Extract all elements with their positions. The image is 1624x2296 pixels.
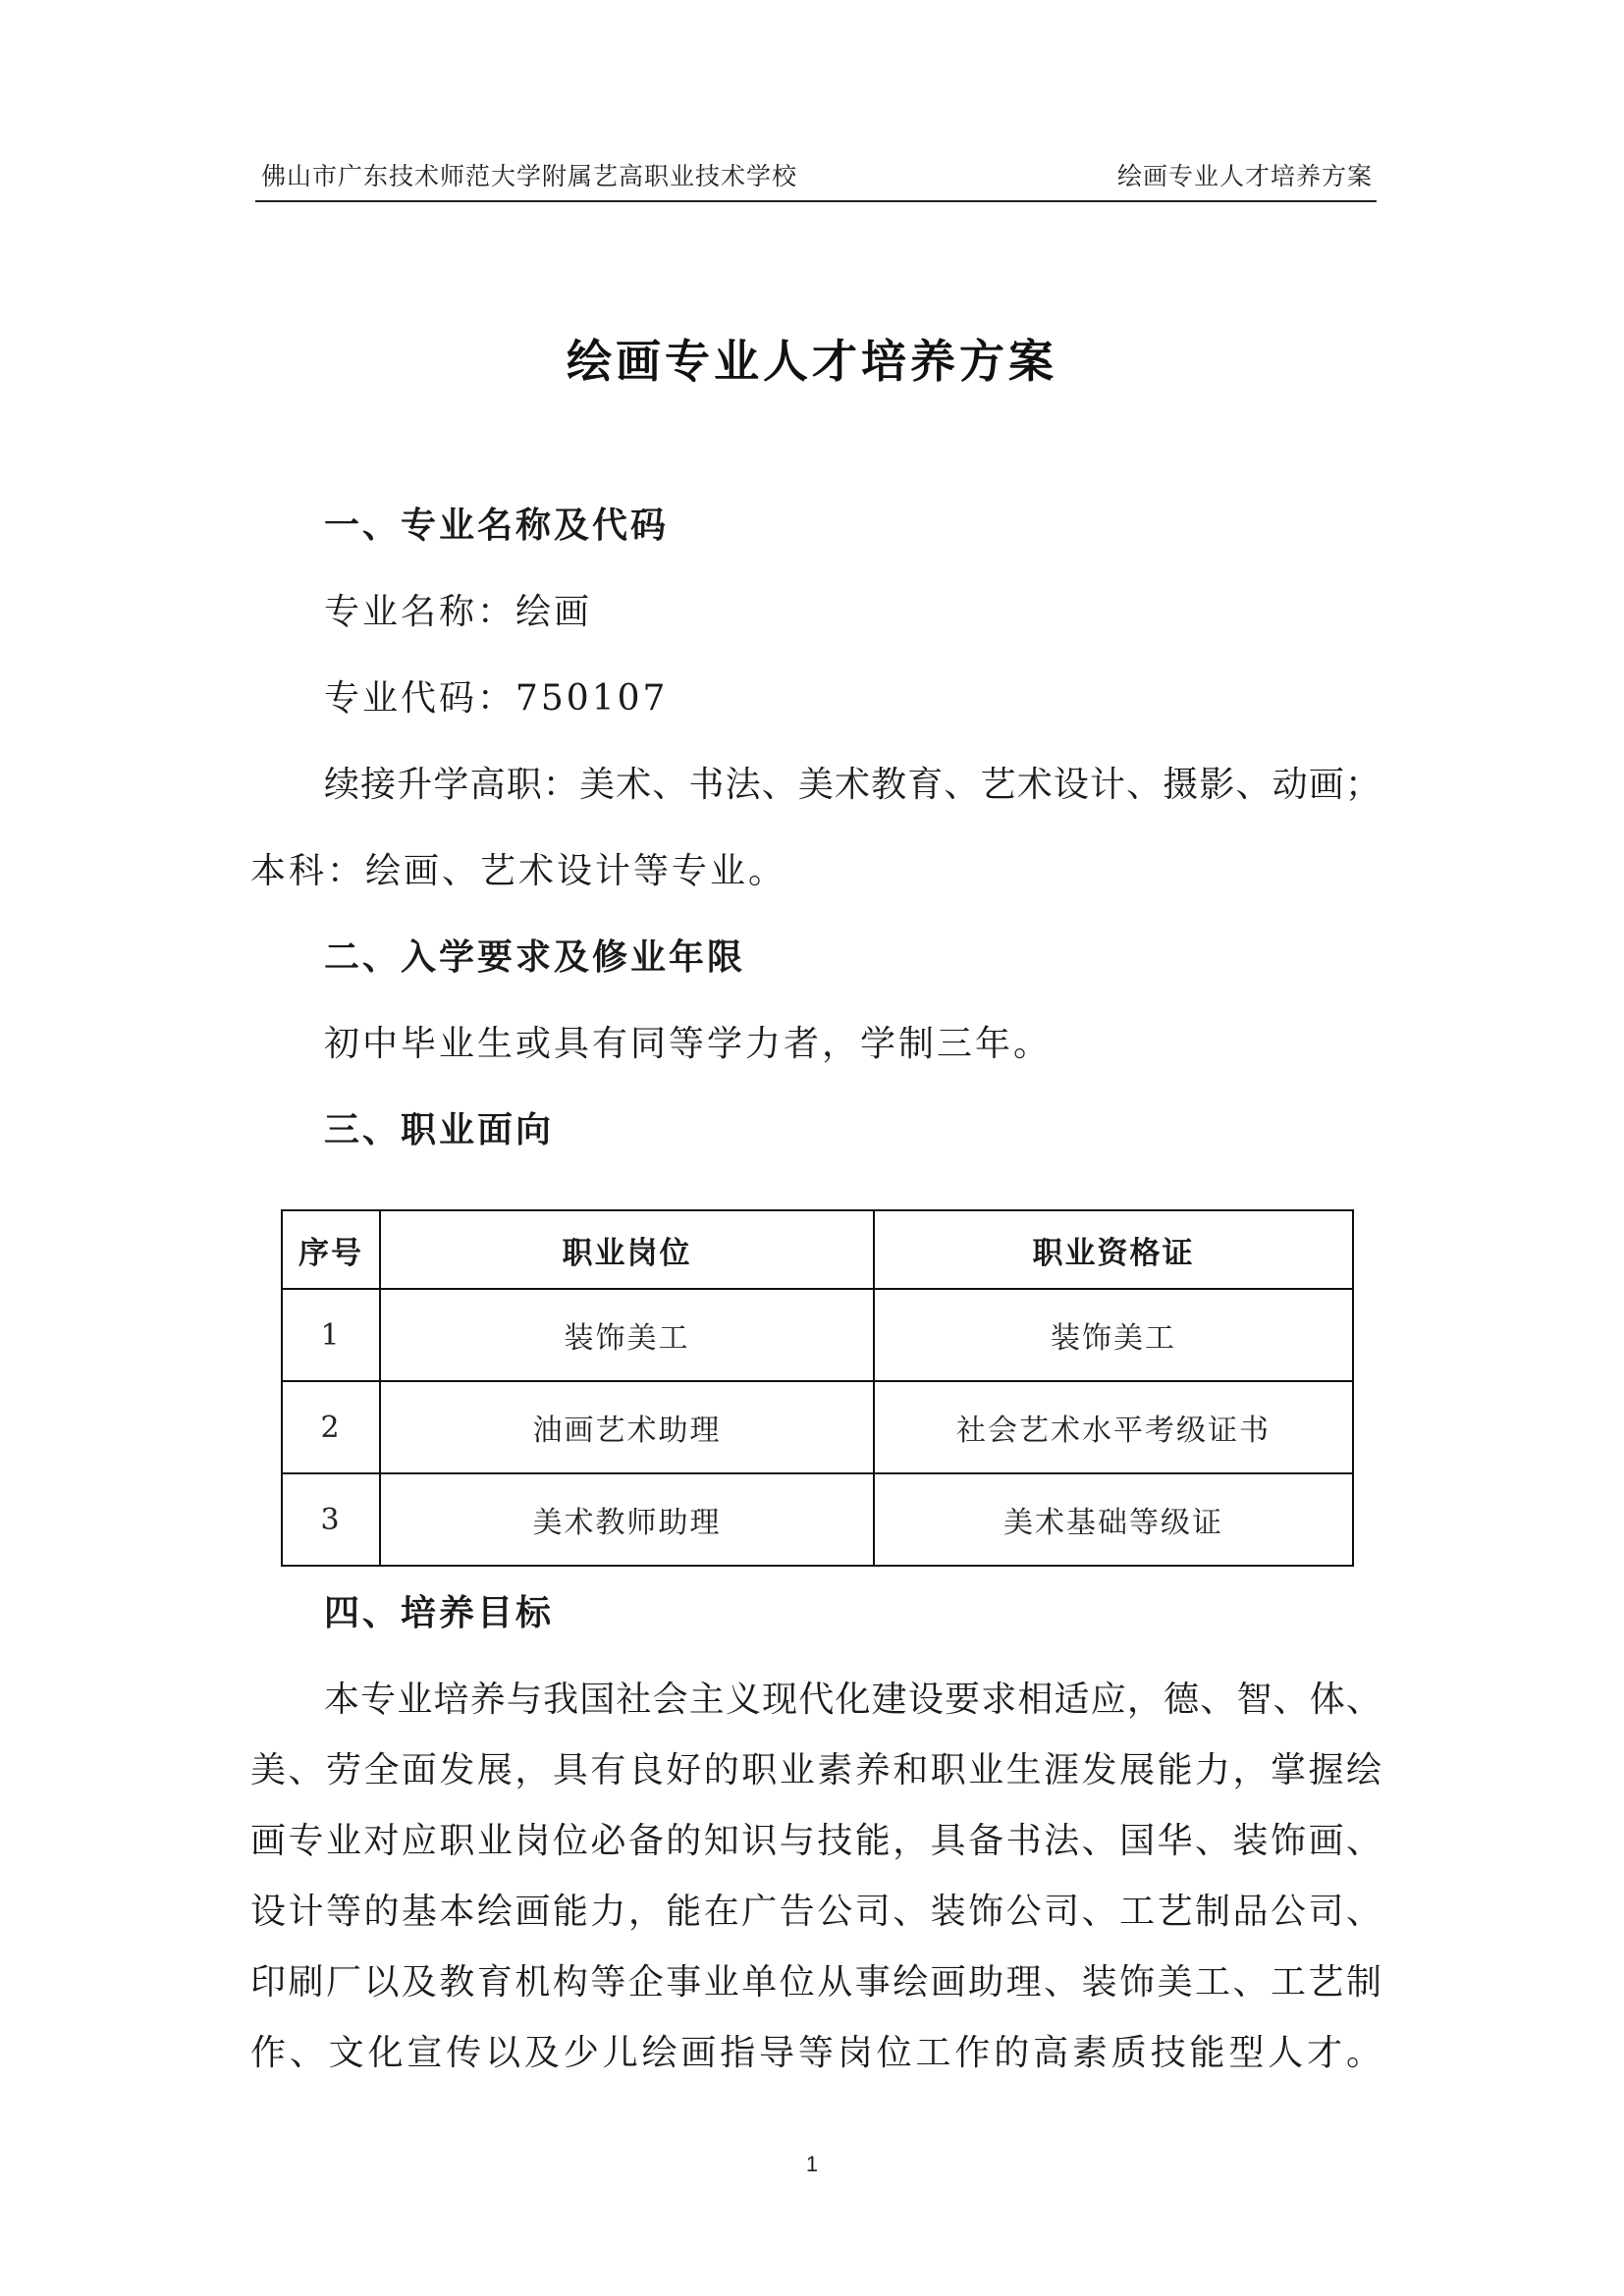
table-row: [282, 1289, 1353, 1381]
table-header-cell: 职业岗位: [380, 1210, 874, 1289]
header-school-name: 佛山市广东技术师范大学附属艺高职业技术学校: [261, 162, 798, 190]
training-goal-line-5: 印刷厂以及教育机构等企事业单位从事绘画助理、装饰美工、工艺制: [250, 1962, 1381, 2002]
training-goal-line-3: 画专业对应职业岗位必备的知识与技能，具备书法、国华、装饰画、: [250, 1821, 1381, 1861]
table-cell-certificate: 装饰美工: [874, 1289, 1353, 1381]
table-cell-certificate: 美术基础等级证: [874, 1473, 1353, 1566]
table-cell-certificate: 社会艺术水平考级证书: [874, 1381, 1353, 1473]
section-heading-2: 二、入学要求及修业年限: [324, 937, 746, 978]
training-goal-line-1: 本专业培养与我国社会主义现代化建设要求相适应，德、智、体、: [324, 1680, 1381, 1720]
table-row: [282, 1381, 1353, 1473]
major-code-line: 专业代码：750107: [324, 678, 669, 719]
section-heading-4: 四、培养目标: [324, 1593, 555, 1633]
major-name-line: 专业名称：绘画: [324, 592, 593, 632]
further-study-line-1: 续接升学高职：美术、书法、美术教育、艺术设计、摄影、动画；: [324, 765, 1381, 805]
page-number: 1: [805, 2152, 819, 2176]
table-header-row: [282, 1210, 1353, 1289]
training-goal-line-4: 设计等的基本绘画能力，能在广告公司、装饰公司、工艺制品公司、: [250, 1892, 1381, 1932]
table-header-cell: 职业资格证: [874, 1210, 1353, 1289]
table-cell-position: 装饰美工: [380, 1289, 874, 1381]
section-heading-3: 三、职业面向: [324, 1110, 555, 1150]
career-table: [281, 1209, 1354, 1567]
table-row: [282, 1473, 1353, 1566]
table-cell-position: 油画艺术助理: [380, 1381, 874, 1473]
running-header: [255, 157, 1377, 202]
table-cell-index: 3: [282, 1473, 380, 1566]
table-cell-index: 1: [282, 1289, 380, 1381]
training-goal-line-6: 作、文化宣传以及少儿绘画指导等岗位工作的高素质技能型人才。: [250, 2033, 1381, 2073]
document-title: 绘画专业人才培养方案: [567, 335, 1057, 388]
training-goal-line-2: 美、劳全面发展，具有良好的职业素养和职业生涯发展能力，掌握绘: [250, 1750, 1381, 1790]
header-doc-name: 绘画专业人才培养方案: [1116, 162, 1373, 190]
table-cell-position: 美术教师助理: [380, 1473, 874, 1566]
table-header-cell: 序号: [282, 1210, 380, 1289]
table-cell-index: 2: [282, 1381, 380, 1473]
section-heading-1: 一、专业名称及代码: [324, 506, 670, 546]
further-study-line-2: 本科：绘画、艺术设计等专业。: [250, 851, 787, 891]
admission-text: 初中毕业生或具有同等学力者，学制三年。: [324, 1024, 1053, 1064]
